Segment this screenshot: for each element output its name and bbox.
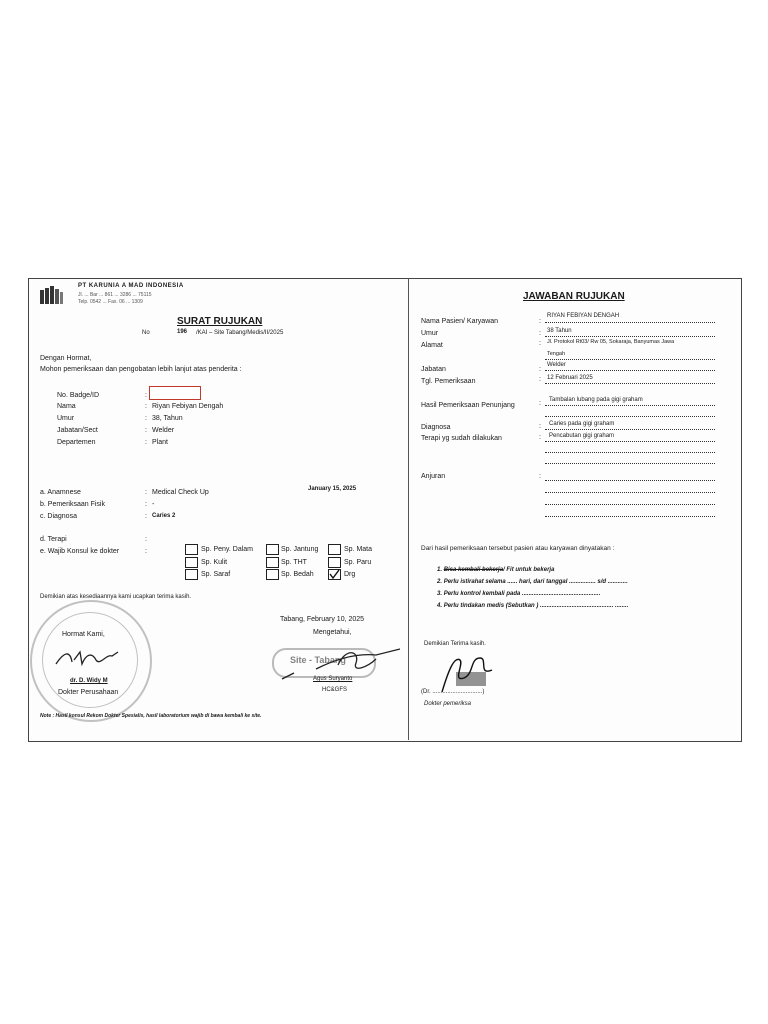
terapi-line-2 [545,452,715,453]
badge-id-field[interactable] [149,386,201,400]
checkbox-drg[interactable] [328,569,341,580]
sp-peny-dalam-label: Sp. Peny. Dalam [201,546,254,553]
greeting: Dengan Hormat, [40,355,92,362]
reference-suffix: /KAI – Site Tabang/Medis/II/2025 [196,330,284,336]
badge-id-label: No. Badge/ID [57,392,100,399]
alamat-value-line2: Tengah [547,351,566,357]
examiner-name: (Dr. ..............................) [421,689,485,695]
anjuran-line-2 [545,492,715,493]
request-text: Mohon pemeriksaan dan pengobatan lebih lanjut atas penderita : [40,366,242,373]
konsul-sep: : [145,548,147,555]
fisik-sep: : [145,501,147,508]
badge-id-sep: : [145,392,147,399]
checkbox-sp-kulit[interactable] [185,557,198,568]
anjuran-label: Anjuran [421,473,446,480]
thanks-text: Demikian Terima kasih. [424,641,486,647]
jabatan-label: Jabatan/Sect [57,427,98,434]
diagnosa-sep-right: : [539,423,541,430]
anjuran-sep: : [539,473,541,480]
terapi-label: d. Terapi [40,536,67,543]
reference-number: 196 [177,329,188,335]
sp-jantung-label: Sp. Jantung [281,546,319,553]
option-3 [437,591,600,597]
diagnosa-sep: : [145,513,147,520]
departemen-sep: : [145,439,147,446]
company-name: PT KARUNIA A MAD INDONESIA [78,283,184,289]
option-1 [437,567,554,573]
option-1-struck: Bisa kembali bekerja [443,567,504,573]
checkbox-sp-jantung[interactable] [266,544,279,555]
jabatan-label-right: Jabatan [421,366,446,373]
tgl-pemeriksaan-sep: : [539,376,541,383]
tgl-pemeriksaan-label: Tgl. Pemeriksaan [421,378,476,385]
doctor-signature-icon [52,646,122,672]
tgl-pemeriksaan-value: 12 Februari 2025 [547,375,593,381]
checkbox-sp-paru[interactable] [328,557,341,568]
checkbox-sp-peny-dalam[interactable] [185,544,198,555]
anamnese-value: Medical Check Up [152,489,209,496]
hasil-value: Tambalan lubang pada gigi graham [549,397,643,403]
company-logo-icon [40,286,64,304]
place-date: Tabang, February 10, 2025 [280,616,365,623]
footnote: Note : Hasil konsul Rekom Dokter Spesialis, hasil laboratorium wajib di bawa kembali ke site. [40,713,262,719]
no-label: No [142,330,150,336]
terapi-label-right: Terapi yg sudah dilakukan [421,435,502,442]
fisik-label: b. Pemeriksaan Fisik [40,501,105,508]
nama-pasien-value: RIYAN FEBIYAN DENGAH [547,313,620,319]
examiner-role: Dokter pemeriksa [424,701,472,707]
nama-label: Nama [57,403,76,410]
drg-label: Drg [344,571,356,578]
umur-value-right: 38 Tahun [547,328,572,334]
umur-value: 38, Tahun [152,415,183,422]
anamnese-sep: : [145,489,147,496]
approver-name: Agus Suryanto [313,676,353,682]
doctor-role: Dokter Perusahaan [58,689,119,696]
jabatan-value: Welder [152,427,175,434]
hasil-line-2 [545,416,715,417]
diagnosa-value-right: Caries pada gigi graham [549,421,615,427]
column-divider [408,278,409,740]
jabatan-sep-right: : [539,366,541,373]
document-title: SURAT RUJUKAN [177,316,263,327]
terapi-line-3 [545,463,715,464]
referral-date: January 15, 2025 [308,486,357,492]
terapi-sep: : [145,536,147,543]
option-1-rest: / Fit untuk bekerja [503,567,555,573]
option-3-num: 3. [437,591,443,597]
anjuran-line-1 [545,480,715,481]
sp-paru-label: Sp. Paru [344,559,372,566]
umur-sep-right: : [539,330,541,337]
umur-line [545,336,715,337]
checkmark-icon [329,570,340,579]
response-title: JAWABAN RUJUKAN [523,291,625,302]
option-2 [437,579,628,585]
jabatan-line [545,370,715,371]
statement-text: Dari hasil pemeriksaan tersebut pasien atau karyawan dinyatakan : [421,545,615,552]
konsul-label: e. Wajib Konsul ke dokter [40,548,120,555]
doctor-name: dr. D. Widy M [70,678,108,684]
checkbox-sp-bedah[interactable] [266,569,279,580]
company-address: Jl. ... Bar ... 861 ... 3286 ... 75115 [78,292,152,298]
terapi-line-1 [545,441,715,442]
nama-sep: : [145,403,147,410]
diagnosa-value: Caries 2 [152,513,176,519]
hasil-line-1 [545,405,715,406]
checkbox-sp-mata[interactable] [328,544,341,555]
anjuran-line-3 [545,504,715,505]
diagnosa-line [545,429,715,430]
diagnosa-label: c. Diagnosa [40,513,77,520]
option-4-num: 4. [437,603,443,609]
nama-value: Riyan Febiyan Dengah [152,403,224,410]
option-4-rest: Perlu tindakan medis (Sebutkan ) ............................................ ........ [443,603,629,609]
site-stamp-text: Site - Tabang [290,655,346,665]
alamat-line [545,359,715,360]
terapi-sep-right: : [539,434,541,441]
nama-pasien-sep: : [539,318,541,325]
umur-label: Umur [57,415,75,422]
company-phone: Telp. 0542 ... Fax. 06 ... 1309 [78,299,143,305]
fisik-value: - [152,501,155,508]
tgl-pemeriksaan-line [545,383,715,384]
anjuran-line-4 [545,516,715,517]
umur-sep: : [145,415,147,422]
terapi-value-right: Pencabutan gigi graham [549,433,615,439]
option-2-rest: Perlu istirahat selama ...... hari, dari tanggal ................ s/d ............ [443,579,628,585]
approver-role: HC&GFS [322,687,348,693]
mengetahui-label: Mengetahui, [313,629,352,636]
sp-tht-label: Sp. THT [281,559,307,566]
jabatan-value-right: Welder [547,362,566,368]
alamat-value: Jl. Protokol Rt03/ Rw 05, Sokaraja, Banyumas Jawa [547,339,675,345]
departemen-label: Departemen [57,439,96,446]
option-2-num: 2. [437,579,443,585]
anamnese-label: a. Anamnese [40,489,81,496]
diagnosa-label-right: Diagnosa [421,424,451,431]
sp-mata-label: Sp. Mata [344,546,373,553]
sp-saraf-label: Sp. Saraf [201,571,231,578]
hasil-label: Hasil Pemeriksaan Penunjang [421,402,515,409]
hasil-sep: : [539,400,541,407]
umur-label-right: Umur [421,330,439,337]
checkbox-sp-saraf[interactable] [185,569,198,580]
checkbox-sp-tht[interactable] [266,557,279,568]
departemen-value: Plant [152,439,168,446]
sp-bedah-label: Sp. Bedah [281,571,314,578]
option-1-num: 1. [437,567,443,573]
alamat-sep: : [539,340,541,347]
hormat-label: Hormat Kami, [62,631,105,638]
closing-text: Demikian atas kesediaannya kami ucapkan terima kasih. [40,594,192,600]
nama-pasien-label: Nama Pasien/ Karyawan [421,318,499,325]
option-4 [437,603,628,609]
alamat-label: Alamat [421,342,443,349]
nama-pasien-line [545,322,715,323]
sp-kulit-label: Sp. Kulit [201,559,228,566]
jabatan-sep: : [145,427,147,434]
option-3-rest: Perlu kontrol kembali pada ............................................... [443,591,601,597]
